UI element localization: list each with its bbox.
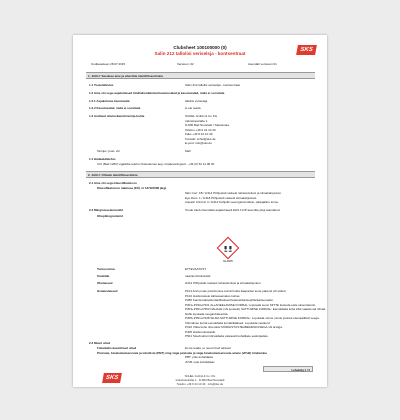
precaution-line: P303+P361+P353 NAHALE (või juustele) SATTUMISE KORRAL: Eemaldada kohe kõik saastunud rõivad. bbox=[185, 307, 327, 311]
signal-word-label: Tunnussõna bbox=[97, 267, 115, 271]
classification-line: Skin Corr. 1B / H314 Põhjustab raskeid nahasöövitusi ja silmakahjustusi. bbox=[185, 191, 282, 195]
footer-line: Telefon +49 9 44 10 40 · info@sks.de bbox=[176, 382, 224, 386]
supplier-line: D-800 Bad Neustadt / Saksamaa bbox=[185, 123, 229, 127]
corrosion-icon bbox=[220, 240, 236, 256]
row-1-2-2-label: 1.2.2 Kasutusalad, mida ei soovitata bbox=[89, 106, 141, 110]
hazard-statements-label: Ohulaused bbox=[97, 281, 113, 285]
contains-value: naatriumhüdroksiid bbox=[185, 274, 211, 278]
page-number: Lehekülg 1 / 5 bbox=[263, 366, 313, 372]
row-1-4-label: 1.4 Hädaabitelefon bbox=[89, 157, 116, 161]
pictogram-code: GHS05 bbox=[223, 259, 233, 263]
precaution-line: P405 Hoida lukustatult. bbox=[185, 329, 216, 334]
row-2-1-label: 2.1 Aine või segu klassifikatsioon bbox=[89, 181, 137, 185]
precaution-line: Võimaluse korral eemaldada kontaktläätsed. Loputada veelkord. bbox=[185, 320, 271, 325]
row-1-4-value: CCI (Bad 1260) vigatiidte telefon Kasutamise aeg: ööpäevaringselt - +49 (0) 52 11 08 00 bbox=[97, 162, 215, 166]
pbt-value: PBT: pole kohaldatav bbox=[185, 355, 214, 359]
classification-line: Aquatic Chronic 3 / H412 Kahjulik veeorganismidele, pikaajaline toime. bbox=[185, 200, 279, 204]
precaution-line: P101 Arsti poole pöördumise korral hoida käepärast toote pakend või etikett. bbox=[185, 289, 287, 293]
row-2-2-sub: Ohupiktogrammid bbox=[97, 214, 123, 218]
supplier-line: E-post: info@sks.de bbox=[185, 141, 212, 145]
section-1-title: 1. JAGU: Seeduse aine ja ettevõtte identifitseerimine bbox=[88, 74, 164, 78]
document-subtitle: Salin 212 tallolisi veriselsja - kontsentraat bbox=[154, 51, 246, 56]
brand-logo: SKS bbox=[296, 45, 317, 55]
signal-word-value: ETTEVAATUST bbox=[185, 267, 207, 271]
contains-label: Sisaldab bbox=[97, 274, 110, 278]
precaution-line: P310 Võtta kohe ühendust MÜRGISTUSTEABEKESKUSEGA või arstiga. bbox=[185, 325, 283, 329]
issued-date: Uudiseasteen 28.07.2015 bbox=[91, 62, 126, 66]
row-2-2-label: 2.2 Märgistuselemendid bbox=[89, 208, 124, 212]
row-2-3-sub: Füüsikalis-keemilised ohud bbox=[97, 346, 137, 350]
footer-logo: SKS bbox=[102, 373, 122, 383]
supplier-line: Faks +49 9 44 10 49 bbox=[185, 132, 213, 136]
row-2-3-label: 2.3 Muud ohud bbox=[89, 341, 111, 345]
row-1-1-value: Salin 212 tallolisi veriselsja - kontsentraat bbox=[185, 83, 240, 87]
row-1-1-label: 1.1 Tootetähistus bbox=[89, 83, 114, 87]
supplier-line: Telefon +49 9 44 10 40 bbox=[185, 127, 216, 132]
precaution-line: P501 Sisu/mahuti kõrvaldada vastavalt kohalikele eeskirjadele. bbox=[185, 334, 269, 338]
precaution-line: Nahk loputada veega/dušeerida. bbox=[185, 311, 229, 316]
footer-line: SCHEL GmbH & Co. KG bbox=[184, 374, 216, 378]
pbt-line: Püsivate, bioakumuleeruvate ja toksiliste (PBT) ning väga püsivate ja väga bioakumuleeruvate ainete (vPvB) hindamine bbox=[97, 351, 268, 355]
version: Versioon: 02 bbox=[177, 62, 194, 66]
supplier-role-label: Tarnija / post- või bbox=[97, 149, 120, 153]
row-1-3-label: 1.3 Andmed ohutuskaardi tarnija kohta bbox=[89, 114, 145, 118]
precaution-label: Hoiatuslaused bbox=[97, 289, 118, 293]
footer-line: Industriestraße 1 · D-800 Bad Neustadt bbox=[175, 378, 225, 382]
row-2-3-value: Ei ole teada, et need ohud tekivad. bbox=[185, 346, 232, 350]
supplier-line: SCHEL GmbH & Co KG bbox=[185, 114, 218, 118]
precaution-line: P305+P351+P338 SILMA SATTUMISE KORRAL: Loputada mitme minuti jooksul ettevaatlikult veega. bbox=[185, 316, 320, 320]
row-1-2-1-value: tallolisi veriselsja bbox=[185, 99, 208, 103]
row-2-2-value: Toode tuleb ühendada asjakohaselt EHS 1C/P asendite järgi taandatud. bbox=[185, 208, 281, 212]
replaces-version: Asendab versiooni 01 bbox=[248, 62, 277, 66]
row-1-2-label: 1.2 Aine või segu asjakohased kindlaksmääratud kasutusalad ja kasutusalad, mida ei soovitata bbox=[89, 91, 225, 95]
vpvb-value: vPvB: pole kohaldatav bbox=[185, 359, 215, 364]
supplier-line: Kontakt: schel@sks.de bbox=[185, 136, 216, 141]
section-2-title: 2. JAGU: Ohtude identifitseerimine bbox=[88, 173, 138, 177]
section-2-header bbox=[86, 171, 315, 178]
hazard-statements-value: H314 Põhjustab raskeid nahasöövitusi ja silmakahjustusi. bbox=[185, 281, 262, 285]
section-1-header bbox=[86, 72, 315, 79]
supplier-role-value: Mall bbox=[185, 149, 191, 153]
precaution-line: P280 Kanda kaitsekindaid/kaitserõivastust/kaitseprille/kaitsemaski. bbox=[185, 298, 274, 302]
supplier-line: Industriestraße 1 bbox=[185, 118, 208, 123]
precaution-line: P301+P330+P331 ALLANEELAMISE KORRAL: loputada suud. MITTE kutsuda esile oksendamist. bbox=[185, 302, 316, 307]
row-1-2-2-value: ei ole teada bbox=[185, 106, 201, 110]
precaution-line: P102 Hoida lastele kättesaamatus kohas. bbox=[185, 293, 241, 298]
document-title: Clubsheet 100100000 (0) bbox=[173, 45, 227, 50]
row-2-1-sub: Klassifikatsioon määruse (EÜ) nr 1272/2008 järgi bbox=[97, 186, 167, 190]
row-1-2-1-label: 1.2.1 Asjakohane kasutusala bbox=[89, 99, 130, 103]
classification-line: Eye Dam. 1 / H318 Põhjustab raskeid silmakahjustusi. bbox=[185, 195, 258, 200]
document-page bbox=[73, 35, 327, 387]
